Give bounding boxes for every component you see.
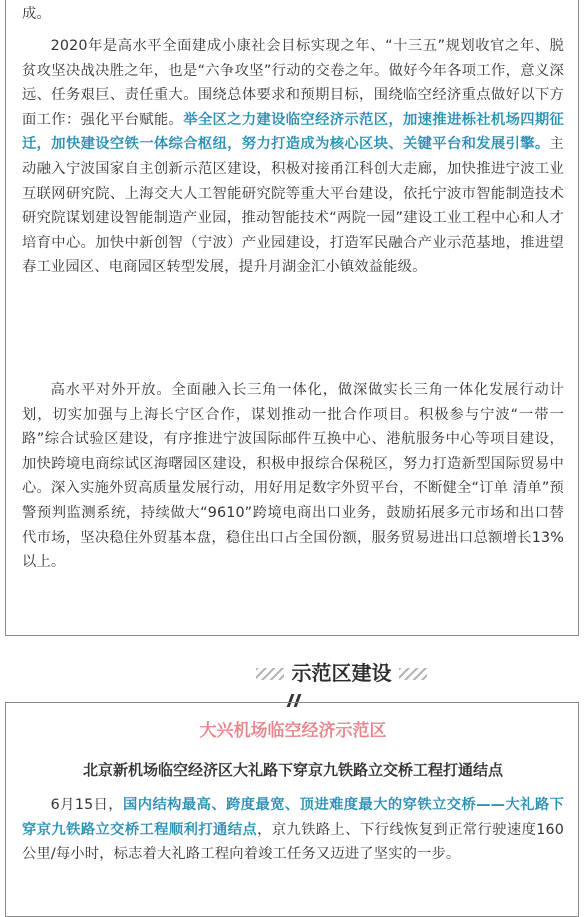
hatch-decoration-right [399,668,427,680]
text: 6月15日， [50,797,124,813]
text: ，京九铁路上、下行线恢复到正常行驶速度160公里/每小时，标志着大礼路工程向着竣工任务又迈进了坚实的一步。 [22,821,564,863]
highlight-text: 国内结构最高、跨度最宽、顶进难度最大的穿铁立交桥——大礼路下穿京九铁路立交桥工程顺利打通结点 [22,797,564,838]
text: 2020年是高水平全面建成小康社会目标实现之年、“十三五”规划收官之年、脱贫攻坚决战决胜之年，也是“六争攻坚”行动的交卷之年。做好今年各项工作，意义深远、任务艰巨、责任重大。围绕总体要求和预期目标，围绕临空经济重点做好以下方面工作：强化平台赋能。 [22,38,564,128]
news-headline: 北京新机场临空经济区大礼路下穿京九铁路立交桥工程打通结点 [82,761,503,779]
paragraph-tail [22,2,564,27]
paragraph-opening [22,378,564,575]
text: 高水平对外开放。全面融入长三角一体化，做深做实长三角一体化发展行动计划，切实加强与上海长宁区合作，谋划推动一批合作项目。积极参与宁波“一带一路”综合试验区建设，有序推进宁波国际邮件互换中心、港航服务中心等项目建设，加快跨境电商综试区海曙园区建设，积极申报综合保税区，努力打造新型国际贸易中心。深入实施外贸高质量发展行动，用好用足数字外贸平台，不断健全“订单 清单”预警预判监测系统，持续做大“9610”跨境电商出口业务，鼓励拓展多元市场和出口替代市场，坚决稳住外贸基本盘，稳住出口占全国份额，服务贸易进出口总额增长13%以上。 [22,382,564,571]
text: 主动融入宁波国家自主创新示范区建设，积极对接甬江科创大走廊，加快推进宁波工业互联网研究院、上海交大人工智能研究院等重大平台建设，依托宁波市智能制造技术研究院谋划建设智能制造产业园，推动智能技术“两院一园”建设工业工程中心和人才培育中心。加快中新创智（宁波）产业园建设，打造军民融合产业示范基地，推进望春工业园区、电商园区转型发展，提升月湖金汇小镇效益能级。 [22,136,564,276]
zone-title: 大兴机场临空经济示范区 [199,721,387,741]
hatch-decoration-left [256,668,284,680]
paragraph-platform [22,34,564,280]
text: 成。 [22,6,51,22]
paragraph-bridge [22,793,564,867]
highlight-text: 举全区之力建设临空经济示范区，加速推进栎社机场四期征迁，加快建设空铁一体综合枢纽，努力打造成为核心区块、关键平台和发展引擎。 [22,111,564,153]
section-title: 示范区建设 [291,661,392,685]
section-header [0,654,586,694]
